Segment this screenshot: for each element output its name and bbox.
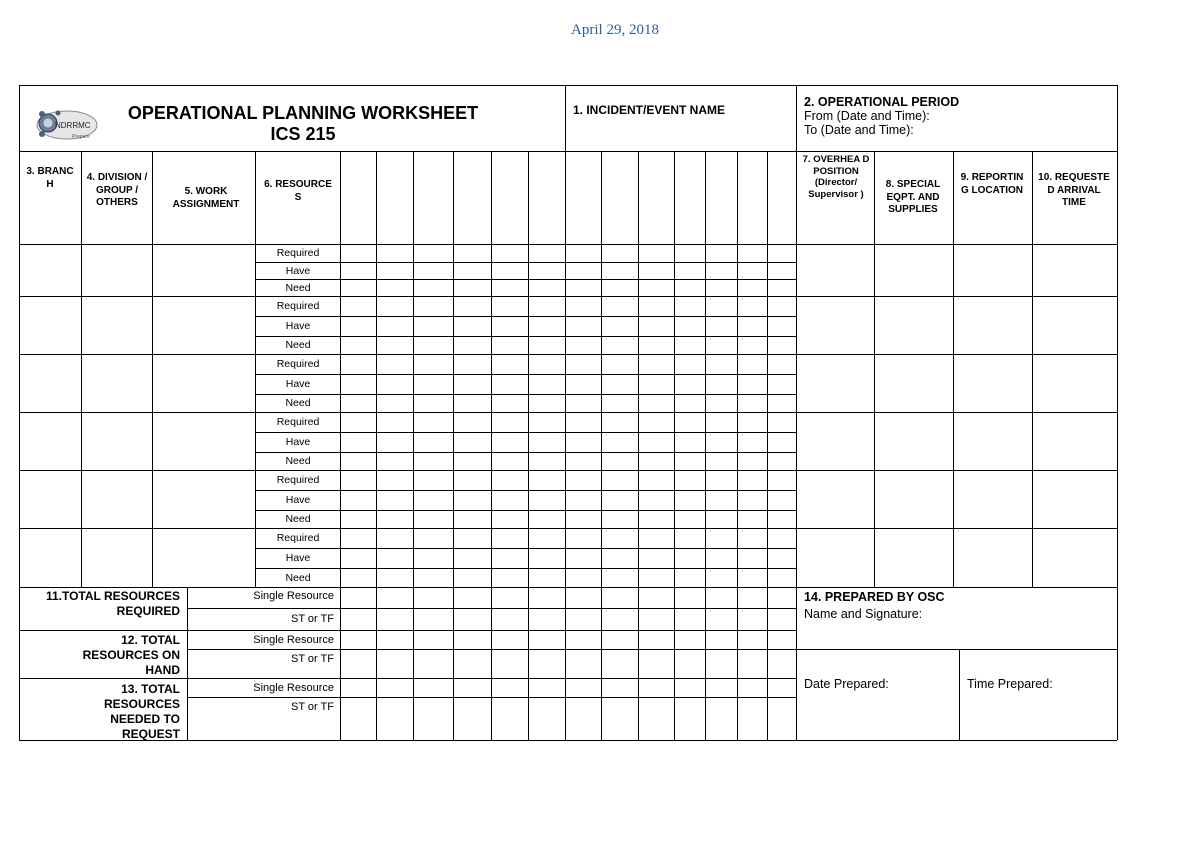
total-needed-line3: NEEDED TO: [110, 712, 180, 726]
t12-single-label: Single Resource: [253, 634, 334, 646]
sub-row-line: [255, 510, 796, 511]
frame-right: [1117, 85, 1118, 740]
form-title-line1: OPERATIONAL PLANNING WORKSHEET: [127, 103, 479, 123]
resource-row-label: Required: [276, 358, 320, 370]
col-resources-header: 6. RESOURCE S: [264, 179, 332, 203]
total-on-hand-line3: HAND: [145, 663, 180, 677]
col-line: [874, 151, 875, 587]
frame-top: [19, 85, 1117, 86]
col-reporting-header: 9. REPORTIN G LOCATION: [960, 172, 1024, 196]
col-line: [340, 151, 341, 740]
group-row-line: [19, 587, 1117, 588]
col-line: [737, 151, 738, 740]
sub-row-line: [255, 316, 796, 317]
group-row-line: [19, 354, 1117, 355]
date-prepared-label[interactable]: Date Prepared:: [804, 677, 889, 691]
total-on-hand-label: [22, 633, 180, 678]
col-line: [528, 151, 529, 740]
total-needed-line2: RESOURCES: [103, 697, 180, 711]
col-line: [638, 151, 639, 740]
col-division-header: 4. DIVISION / GROUP / OTHERS: [86, 172, 148, 208]
name-signature-label[interactable]: Name and Signature:: [804, 607, 923, 621]
logo-text: NDRRMC: [55, 121, 91, 130]
col-line: [413, 151, 414, 740]
prepared-divider: [796, 649, 1117, 650]
total-needed-line4: REQUEST: [121, 727, 180, 741]
sub-row-line: [255, 262, 796, 263]
total-row-line: [19, 630, 796, 631]
col-special-header: 8. SPECIAL EQPT. AND SUPPLIES: [885, 179, 941, 215]
group-row-line: [19, 528, 1117, 529]
resource-row-label: Have: [285, 378, 311, 390]
resource-row-label: Required: [276, 532, 320, 544]
prepared-by-title: 14. PREPARED BY OSC: [804, 590, 945, 604]
logo-subtext: Prepare: [72, 134, 90, 140]
resource-row-label: Need: [285, 513, 311, 525]
resource-row-label: Have: [285, 320, 311, 332]
form-title-line2: ICS 215: [270, 124, 336, 144]
col-arrival-header: 10. REQUESTE D ARRIVAL TIME: [1038, 172, 1110, 208]
incident-label: 1. INCIDENT/EVENT NAME: [573, 103, 726, 117]
total-required-label: [22, 589, 180, 619]
sub-row-line: [255, 452, 796, 453]
sub-row-line: [255, 490, 796, 491]
col-line: [81, 151, 82, 587]
col-branch-header: 3. BRANC H: [26, 166, 74, 190]
resource-row-label: Have: [285, 436, 311, 448]
prepared-col-divider: [959, 649, 960, 740]
sub-row-line: [255, 432, 796, 433]
period-label: 2. OPERATIONAL PERIOD: [804, 95, 960, 109]
sub-row-line: [255, 279, 796, 280]
resource-row-label: Need: [285, 397, 311, 409]
page-date: April 29, 2018: [571, 22, 659, 38]
total-needed-label: [22, 682, 180, 742]
col-line: [376, 151, 377, 740]
ndrrmc-logo: [34, 107, 100, 143]
resource-row-label: Required: [276, 300, 320, 312]
group-row-line: [19, 296, 1117, 297]
total-on-hand-line1: 12. TOTAL: [121, 633, 180, 647]
total-required-line2: REQUIRED: [116, 604, 180, 618]
col-line: [674, 151, 675, 740]
period-to[interactable]: To (Date and Time):: [804, 123, 914, 137]
resource-row-label: Need: [285, 281, 311, 294]
col-line: [152, 151, 153, 587]
col-line: [453, 151, 454, 740]
total-needed-line1: 13. TOTAL: [121, 682, 180, 696]
sub-row-line: [255, 548, 796, 549]
total-required-line1: 11.TOTAL RESOURCES: [45, 589, 180, 603]
col-line: [1032, 151, 1033, 587]
sub-row-line: [255, 336, 796, 337]
resource-row-label: Have: [285, 494, 311, 506]
frame-bottom: [19, 740, 1117, 741]
t11-single-label: Single Resource: [253, 590, 334, 602]
total-on-hand-line2: RESOURCES ON: [82, 648, 180, 662]
sub-row-line: [255, 374, 796, 375]
resource-row-label: Required: [276, 247, 320, 259]
col-line: [705, 151, 706, 740]
group-row-line: [19, 470, 1117, 471]
sub-row-line: [255, 568, 796, 569]
time-prepared-label[interactable]: Time Prepared:: [967, 677, 1053, 691]
totals-divider: [187, 587, 188, 740]
total-sub-line: [187, 649, 796, 650]
resource-row-label: Have: [285, 552, 311, 564]
col-overhead-header: 7. OVERHEA D POSITION (Director/ Supervisor ): [802, 154, 870, 200]
resource-row-label: Required: [276, 416, 320, 428]
t13-single-label: Single Resource: [253, 682, 334, 694]
col-line: [953, 151, 954, 587]
col-line: [601, 151, 602, 740]
t11-sttf-label: ST or TF: [291, 613, 334, 625]
resource-row-label: Required: [276, 474, 320, 486]
total-sub-line: [187, 608, 796, 609]
resource-row-label: Need: [285, 455, 311, 467]
resource-row-label: Need: [285, 571, 311, 584]
resource-row-label: Have: [285, 264, 311, 277]
period-from[interactable]: From (Date and Time):: [804, 109, 930, 123]
operational-period: [804, 95, 1114, 137]
sub-row-line: [255, 394, 796, 395]
form-title: [98, 103, 508, 145]
col-line: [565, 151, 566, 740]
total-row-line: [19, 678, 796, 679]
col-line: [491, 151, 492, 740]
t12-sttf-label: ST or TF: [291, 653, 334, 665]
col-work-header: 5. WORK ASSIGNMENT: [172, 186, 240, 210]
total-sub-line: [187, 697, 796, 698]
group-row-line: [19, 412, 1117, 413]
t13-sttf-label: ST or TF: [291, 701, 334, 713]
resource-row-label: Need: [285, 339, 311, 351]
col-line: [767, 151, 768, 740]
